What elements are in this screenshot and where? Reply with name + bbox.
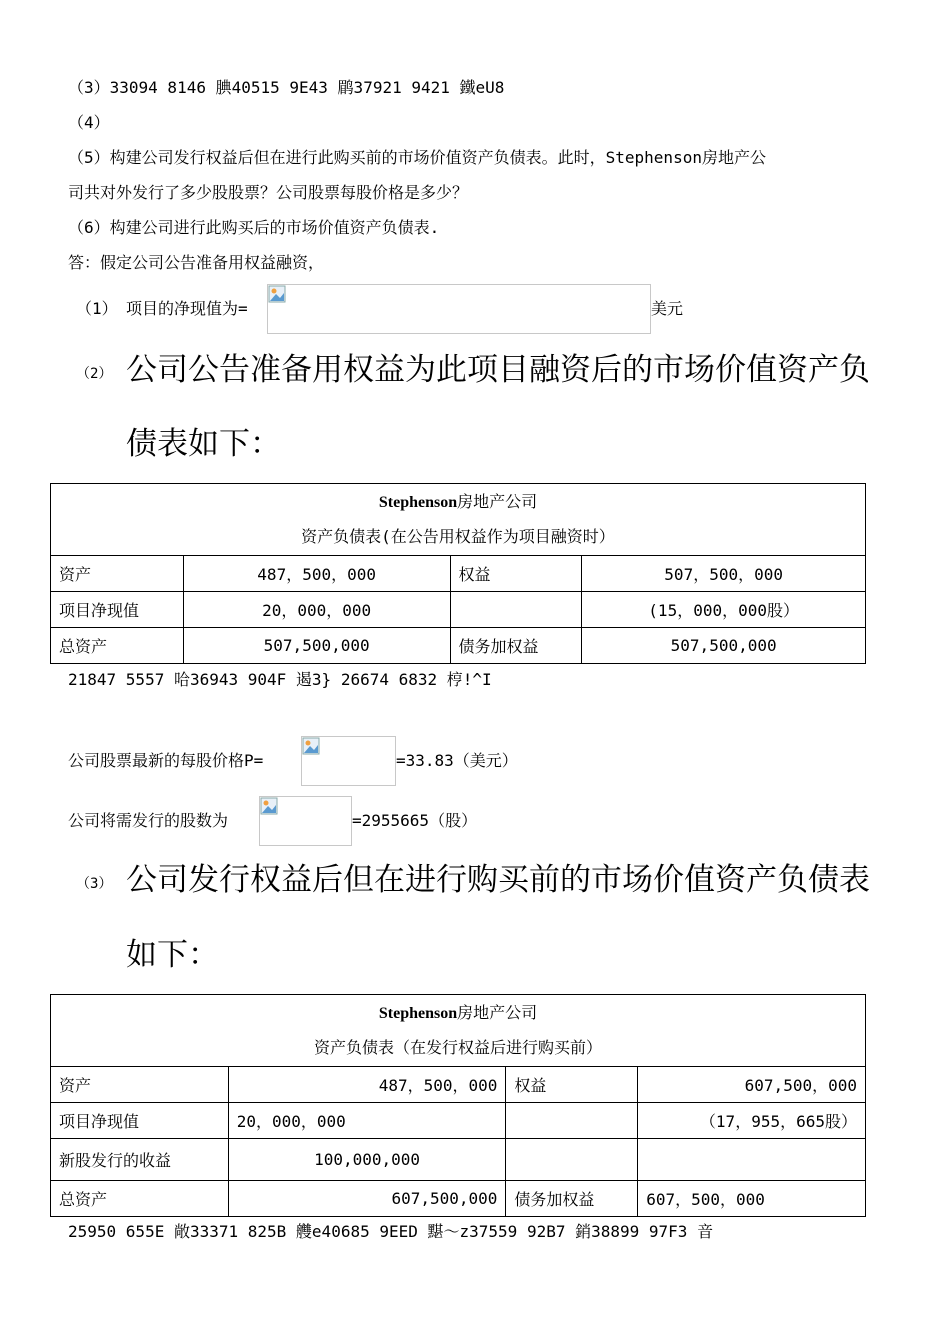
table-cell: 607，500，000 xyxy=(638,1181,866,1217)
answer-3-heading-line-1: 公司发行权益后但在进行购买前的市场价值资产负债表 xyxy=(126,862,870,898)
table-row xyxy=(51,628,866,664)
table-2-company-cn: 房地产公司 xyxy=(457,1003,538,1022)
question-6-line: （6）构建公司进行此购买后的市场价值资产负债表. xyxy=(68,218,440,237)
answer-1-text: 项目的净现值为= xyxy=(126,299,248,318)
table-row xyxy=(51,592,866,628)
broken-image-icon xyxy=(268,285,286,303)
broken-image-icon xyxy=(302,737,320,755)
table-2-company-name: Stephenson xyxy=(378,1005,458,1022)
shares-result: =2955665（股） xyxy=(352,811,478,830)
table-cell: （17，955，665股） xyxy=(638,1103,866,1139)
answer-2-heading-line-1: 公司公告准备用权益为此项目融资后的市场价值资产负 xyxy=(126,352,870,388)
table-cell: 资产 xyxy=(51,1067,229,1103)
price-result: =33.83（美元） xyxy=(396,751,518,770)
table-cell: 607,500,000 xyxy=(228,1181,506,1217)
table-cell: 项目净现值 xyxy=(51,1103,229,1139)
table-2-title xyxy=(51,995,866,1067)
table-row xyxy=(51,1139,866,1181)
formula-image-shares xyxy=(259,796,352,846)
table-row xyxy=(51,556,866,592)
formula-image-price xyxy=(301,736,396,786)
answer-2-heading-line-2: 债表如下： xyxy=(126,426,281,462)
formula-image-npv xyxy=(267,284,651,334)
table-cell xyxy=(638,1139,866,1181)
answer-intro: 答：假定公司公告准备用权益融资， xyxy=(68,253,325,272)
table-cell: 20，000，000 xyxy=(228,1103,506,1139)
table-cell: 607,500，000 xyxy=(638,1067,866,1103)
table-1-title xyxy=(51,484,866,556)
table-cell: 新股发行的收益 xyxy=(51,1139,229,1181)
broken-image-icon xyxy=(260,797,278,815)
answer-3-number: （3） xyxy=(76,876,113,892)
table-cell: 20，000，000 xyxy=(183,592,450,628)
table-cell xyxy=(506,1103,638,1139)
table-cell xyxy=(506,1139,638,1181)
table-cell: 总资产 xyxy=(51,628,184,664)
table-cell: 债务加权益 xyxy=(506,1181,638,1217)
question-5-line-1: （5）构建公司发行权益后但在进行此购买前的市场价值资产负债表。此时，Stephenson房地产公 xyxy=(68,148,766,167)
garbled-text-1: 21847 5557 哈36943 904F 遏3} 26674 6832 梈!^I xyxy=(68,670,492,689)
table-cell: 资产 xyxy=(51,556,184,592)
table-cell: 507,500,000 xyxy=(582,628,866,664)
price-label: 公司股票最新的每股价格P= xyxy=(68,751,264,770)
answer-1-number: （1） xyxy=(76,299,118,318)
table-row xyxy=(51,1067,866,1103)
table-cell: 权益 xyxy=(506,1067,638,1103)
table-cell: 100,000,000 xyxy=(228,1139,506,1181)
table-cell: 总资产 xyxy=(51,1181,229,1217)
table-cell: 507,500,000 xyxy=(183,628,450,664)
question-5-line-2: 司共对外发行了多少股股票？公司股票每股价格是多少？ xyxy=(68,183,469,202)
shares-label: 公司将需发行的股数为 xyxy=(68,811,229,830)
balance-sheet-table-1 xyxy=(50,483,866,664)
table-cell xyxy=(450,592,582,628)
table-1-company-name: Stephenson xyxy=(378,494,458,511)
table-cell: 487，500，000 xyxy=(183,556,450,592)
answer-2-number: （2） xyxy=(76,366,113,382)
answer-1-unit: 美元 xyxy=(651,299,684,318)
balance-sheet-table-2 xyxy=(50,994,866,1217)
table-cell: 债务加权益 xyxy=(450,628,582,664)
table-row xyxy=(51,1103,866,1139)
table-cell: (15，000，000股） xyxy=(582,592,866,628)
table-2-subtitle: 资产负债表（在发行权益后进行购买前） xyxy=(313,1038,602,1057)
table-cell: 项目净现值 xyxy=(51,592,184,628)
answer-3-heading-line-2: 如下： xyxy=(126,937,219,973)
table-row xyxy=(51,1181,866,1217)
table-cell: 权益 xyxy=(450,556,582,592)
table-1-subtitle: 资产负债表(在公告用权益作为项目融资时） xyxy=(301,527,615,546)
question-3-line: （3）33094 8146 腆40515 9E43 鹛37921 9421 鐵eU8 xyxy=(68,78,505,97)
table-cell: 507，500，000 xyxy=(582,556,866,592)
garbled-text-2: 25950 655E 敞33371 825B 艭e40685 9EED 黮～z37559 92B7 銷38899 97F3 音 xyxy=(68,1222,714,1241)
table-1-company-cn: 房地产公司 xyxy=(457,492,538,511)
question-4-line: （4） xyxy=(68,113,110,132)
table-cell: 487，500，000 xyxy=(228,1067,506,1103)
